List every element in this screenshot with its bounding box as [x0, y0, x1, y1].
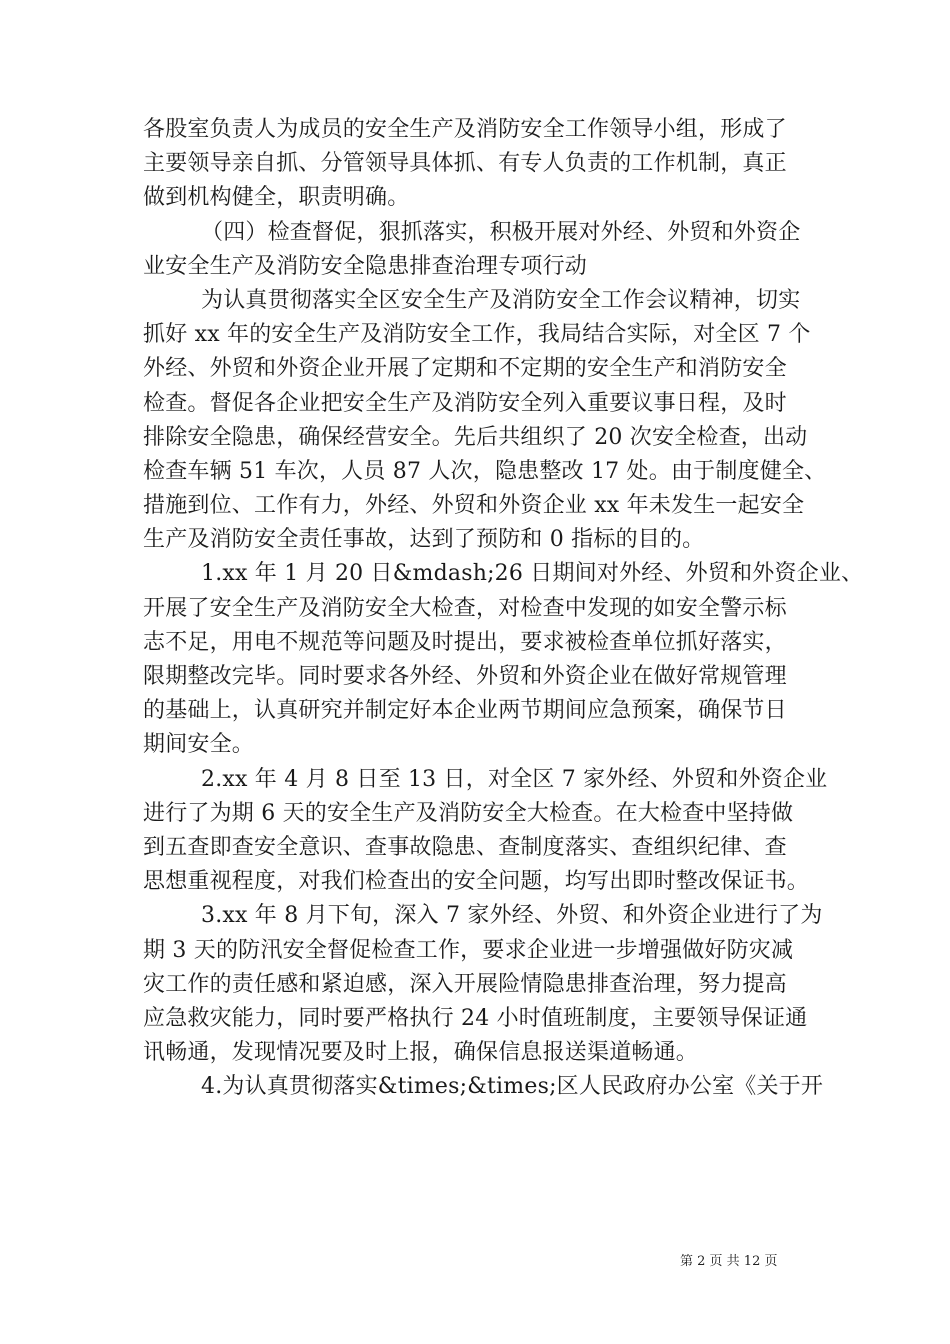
text-line: 生产及消防安全责任事故，达到了预防和 0 指标的目的。 — [143, 527, 705, 553]
text-line: 的基础上，认真研究并制定好本企业两节期间应急预案，确保节日 — [143, 698, 787, 724]
list-item-line: 2.xx 年 4 月 8 日至 13 日，对全区 7 家外经、外贸和外资企业 — [201, 766, 828, 792]
text-line: 灾工作的责任感和紧迫感，深入开展险情隐患排查治理，努力提高 — [143, 971, 787, 997]
section-heading-line: （四）检查督促，狠抓落实，积极开展对外经、外贸和外资企 — [201, 219, 801, 245]
text-line: 检查。督促各企业把安全生产及消防安全列入重要议事日程，及时 — [143, 390, 787, 416]
text-line: 志不足，用电不规范等问题及时提出，要求被检查单位抓好落实， — [143, 629, 787, 655]
list-item-line: 3.xx 年 8 月下旬，深入 7 家外经、外贸、和外资企业进行了为 — [201, 903, 823, 929]
list-item-line: 4.为认真贯彻落实&times;&times;区人民政府办公室《关于开 — [201, 1074, 824, 1100]
text-line: 讯畅通，发现情况要及时上报，确保信息报送渠道畅通。 — [143, 1040, 699, 1066]
text-line: 应急救灾能力，同时要严格执行 24 小时值班制度，主要领导保证通 — [143, 1005, 808, 1031]
text-line: 期间安全。 — [143, 732, 255, 758]
list-item-line: 1.xx 年 1 月 20 日&mdash;26 日期间对外经、外贸和外资企业、 — [201, 561, 864, 587]
text-line: 各股室负责人为成员的安全生产及消防安全工作领导小组，形成了 — [143, 117, 787, 142]
page-number: 第 2 页 共 12 页 — [680, 1254, 778, 1269]
text-line: 为认真贯彻落实全区安全生产及消防安全工作会议精神，切实 — [201, 287, 801, 313]
text-line: 排除安全隐患，确保经营安全。先后共组织了 20 次安全检查，出动 — [143, 424, 808, 450]
text-line: 开展了安全生产及消防安全大检查，对检查中发现的如安全警示标 — [143, 595, 787, 621]
text-line: 措施到位、工作有力，外经、外贸和外资企业 xx 年未发生一起安全 — [143, 493, 805, 519]
text-line: 限期整改完毕。同时要求各外经、外贸和外资企业在做好常规管理 — [143, 664, 787, 689]
section-heading-line: 业安全生产及消防安全隐患排查治理专项行动 — [143, 253, 588, 279]
text-line: 到五查即查安全意识、查事故隐患、查制度落实、查组织纪律、查 — [143, 834, 787, 860]
text-line: 主要领导亲自抓、分管领导具体抓、有专人负责的工作机制，真正 — [143, 151, 787, 177]
text-line: 抓好 xx 年的安全生产及消防安全工作，我局结合实际，对全区 7 个 — [143, 322, 811, 348]
text-line: 进行了为期 6 天的安全生产及消防安全大检查。在大检查中坚持做 — [143, 800, 794, 826]
text-line: 检查车辆 51 车次，人员 87 人次，隐患整改 17 处。由于制度健全、 — [143, 458, 827, 484]
text-line: 期 3 天的防汛安全督促检查工作，要求企业进一步增强做好防灾减 — [143, 937, 794, 963]
document-body — [143, 113, 864, 1104]
text-line: 外经、外贸和外资企业开展了定期和不定期的安全生产和消防安全 — [143, 356, 787, 382]
text-line: 做到机构健全，职责明确。 — [143, 185, 410, 211]
text-line: 思想重视程度，对我们检查出的安全问题，均写出即时整改保证书。 — [143, 869, 810, 895]
